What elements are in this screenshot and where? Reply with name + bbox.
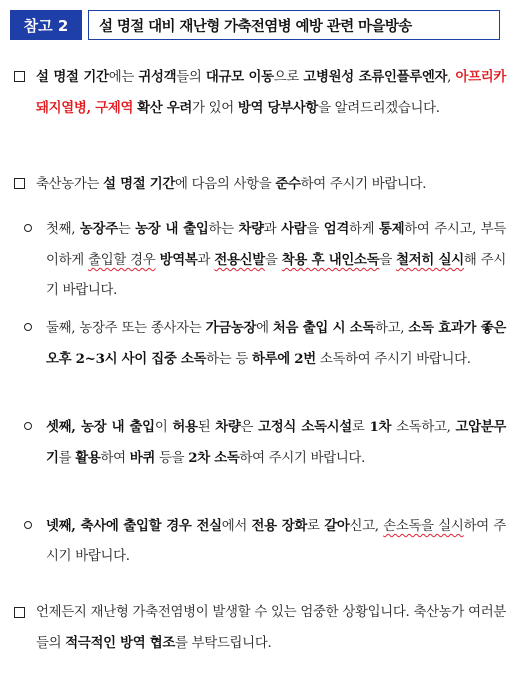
circle-bullet-icon	[24, 521, 32, 529]
p3-text: 언제든지 재난형 가축전염병이 발생할 수 있는 엄중한 상황입니다. 축산농가 여러분들의 적극적인 방역 협조를 부탁드립니다.	[36, 605, 506, 651]
p2-text: 축산농가는 설 명절 기간에 다음의 사항을 준수하여 주시기 바랍니다.	[36, 176, 427, 192]
item-3-text: 셋째, 농장 내 출입이 허용된 차량은 고정식 소독시설로 1차 소독하고, 고압분무기를 활용하여 바퀴 등을 2차 소독하여 주시기 바랍니다.	[46, 419, 507, 466]
item-2-text: 둘째, 농장주 또는 종사자는 가금농장에 처음 출입 시 소독하고, 소독 효과가 좋은 오후 2~3시 사이 집중 소독하는 등 하루에 2번 소독하여 주시기 바랍니다.	[46, 320, 506, 367]
square-bullet-icon	[14, 178, 25, 189]
paragraph-2	[14, 169, 506, 200]
square-bullet-icon	[14, 607, 25, 618]
circle-bullet-icon	[24, 422, 32, 430]
paragraph-3	[14, 598, 506, 659]
page-title: 설 명절 대비 재난형 가축전염병 예방 관련 마을방송	[88, 10, 500, 40]
item-3	[22, 412, 506, 474]
p1-text: 설 명절 기간에는 귀성객들의 대규모 이동으로 고병원성 조류인플루엔자, 아프리카돼지열병, 구제역 확산 우려가 있어 방역 당부사항을 알려드리겠습니다.	[36, 69, 507, 116]
item-1	[22, 214, 506, 306]
circle-bullet-icon	[24, 224, 32, 232]
item-4	[22, 511, 506, 572]
item-1-text: 첫째, 농장주는 농장 내 출입하는 차량과 사람을 엄격하게 통제하여 주시고, 부득이하게 출입할 경우 방역복과 전용신발을 착용 후 내인소독을 철저히 실시해 주시기 바랍니다.	[46, 221, 507, 298]
reference-tag: 참고 2	[10, 10, 82, 40]
header	[10, 10, 500, 40]
item-4-text: 넷째, 축사에 출입할 경우 전실에서 전용 장화로 갈아신고, 손소독을 실시하여 주시기 바랍니다.	[46, 518, 507, 564]
square-bullet-icon	[14, 71, 25, 82]
paragraph-1	[14, 62, 506, 124]
circle-bullet-icon	[24, 323, 32, 331]
item-2	[22, 313, 506, 375]
